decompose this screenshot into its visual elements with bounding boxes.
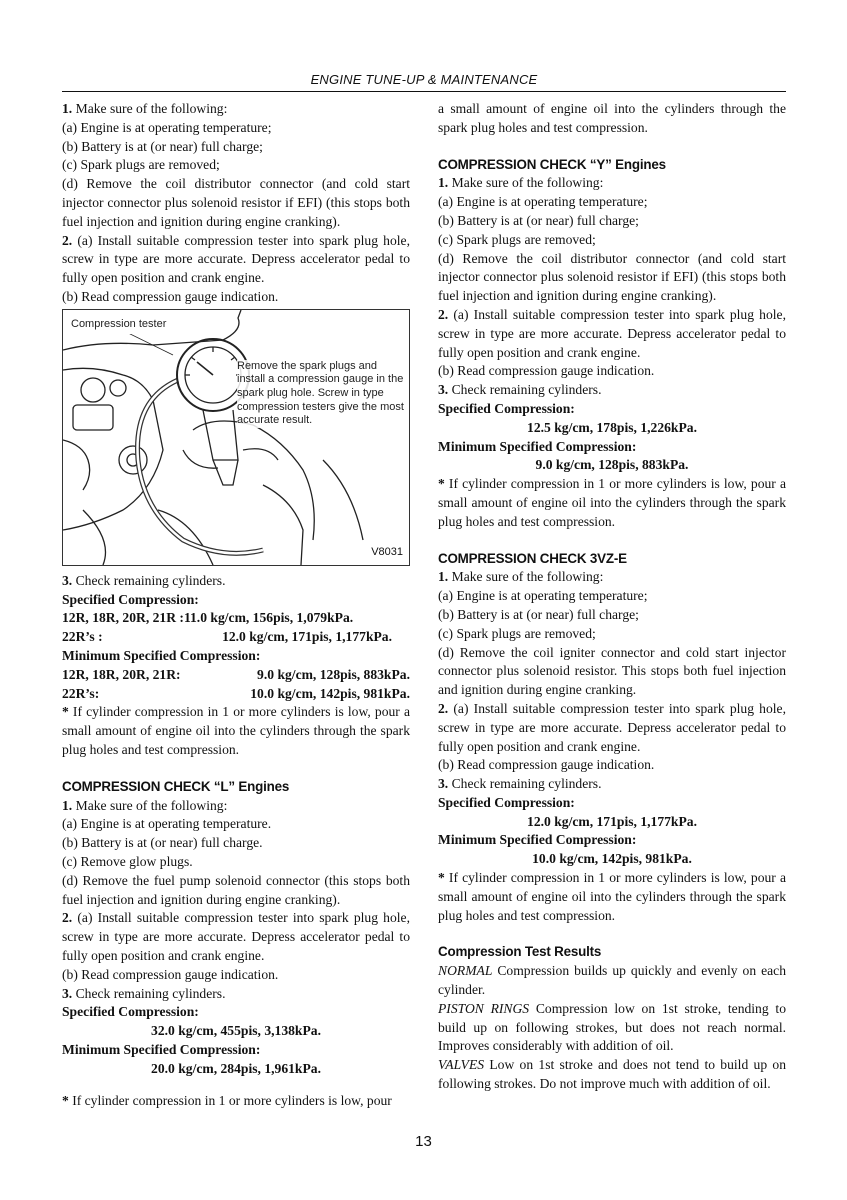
step-3: 3. Check remaining cylinders. [62,572,226,588]
result-piston-rings: PISTON RINGS Compression low on 1st stroke, tending to build up on following strokes, but does not reach normal. Improves considerably with addition of oil. [438,1000,786,1054]
min-spec-title: Minimum Specified Compression: [438,438,637,454]
result-normal: NORMAL Compression builds up quickly and evenly on each cylinder. [438,963,786,998]
oil-note: * If cylinder compression in 1 or more cylinders is low, pour [62,1093,392,1109]
step-3: 3. Check remaining cylinders. [438,382,602,398]
spec-value: 12.5 kg/cm, 178pis, 1,226kPa. [527,419,697,435]
min-spec-row: 12R, 18R, 20R, 21R: 9.0 kg/cm, 128pis, 883kPa. [62,666,410,682]
list-item: (c) Spark plugs are removed; [438,625,596,641]
step-1: 1. Make sure of the following: [438,175,604,191]
page-header: ENGINE TUNE-UP & MAINTENANCE [310,72,538,87]
list-item: (b) Battery is at (or near) full charge; [62,138,263,154]
min-spec-value: 10.0 kg/cm, 142pis, 981kPa. [532,851,692,867]
spec-title: Specified Compression: [438,400,575,416]
left-column [62,100,410,1111]
min-spec-value: 20.0 kg/cm, 284pis, 1,961kPa. [151,1060,321,1076]
list-item: (b) Battery is at (or near) full charge; [438,606,639,622]
results-heading: Compression Test Results [438,944,602,960]
y-engines-heading: COMPRESSION CHECK “Y” Engines [438,156,666,172]
compression-tester-illustration [63,310,409,565]
oil-note: * If cylinder compression in 1 or more cylinders is low, pour a small amount of engine oil into the cylinders through the spark plug holes and test compression. [438,476,786,529]
spec-value: 12.0 kg/cm, 171pis, 1,177kPa. [527,813,697,829]
min-spec-row: 22R’s: 10.0 kg/cm, 142pis, 981kPa. [62,685,410,701]
spec-value: 32.0 kg/cm, 455pis, 3,138kPa. [151,1023,321,1039]
oil-note: * If cylinder compression in 1 or more cylinders is low, pour a small amount of engine oil into the cylinders through the spark plug holes and test compression. [62,704,410,757]
list-item: (b) Battery is at (or near) full charge; [438,212,639,228]
list-item: (c) Remove glow plugs. [62,853,193,869]
step-2b: (b) Read compression gauge indication. [62,288,279,304]
step-1: 1. Make sure of the following: [62,797,228,813]
figure-label: Compression tester [71,315,166,334]
l-engines-heading: COMPRESSION CHECK “L” Engines [62,778,290,794]
step-2: 2. (a) Install suitable compression tester into spark plug hole, screw in type are more accurate. Depress accelerator pedal to fully open position and crank engine. [438,306,786,360]
right-column [438,100,786,1094]
figure-code: V8031 [371,545,403,558]
list-item: (d) Remove the coil igniter connector and cold start injector connector plus solenoid resistor. This stops both fuel injection and ignition during engine cranking. [438,644,786,698]
list-item: (b) Battery is at (or near) full charge. [62,835,263,851]
compression-tester-figure [62,309,410,566]
list-item: (c) Spark plugs are removed; [62,157,220,173]
page-number: 13 [415,1133,432,1150]
spec-row: 12R, 18R, 20R, 21R :11.0 kg/cm, 156pis, 1,079kPa. [62,610,354,626]
oil-note: * If cylinder compression in 1 or more cylinders is low, pour a small amount of engine oil into the cylinders through the spark plug holes and test compression. [438,870,786,923]
list-item: (d) Remove the coil distributor connector (and cold start injector connector plus solenoid resistor if EFI) (this stops both fuel injection and ignition during engine cranking). [62,176,410,229]
step-1: 1. Make sure of the following: [62,101,228,116]
step-2b: (b) Read compression gauge indication. [438,757,655,773]
spec-title: Specified Compression: [62,1004,199,1020]
header-rule [62,91,786,92]
figure-callout: Remove the spark plugs and install a compression gauge in the spark plug hole. Screw in type compression testers give the most accurate result. [237,360,407,428]
min-spec-title: Minimum Specified Compression: [62,1041,261,1057]
step-2b: (b) Read compression gauge indication. [62,966,279,982]
min-spec-title: Minimum Specified Compression: [62,647,261,663]
result-valves: VALVES Low on 1st stroke and does not tend to build up on following strokes. Do not improve much with addition of oil. [438,1057,786,1092]
step-3: 3. Check remaining cylinders. [438,776,602,792]
list-item: (d) Remove the coil distributor connector (and cold start injector connector plus solenoid resistor if EFI) (this stops both fuel injection and ignition during engine cranking). [438,250,786,304]
spec-title: Specified Compression: [62,591,199,607]
step-3: 3. Check remaining cylinders. [62,985,226,1001]
list-item: (a) Engine is at operating temperature; [438,194,648,210]
list-item: (a) Engine is at operating temperature; [62,119,272,135]
step-2: 2. (a) Install suitable compression tester into spark plug hole, screw in type are more accurate. Depress accelerator pedal to fully open position and crank engine. [62,232,410,286]
step-2b: (b) Read compression gauge indication. [438,363,655,379]
step-1: 1. Make sure of the following: [438,569,604,585]
list-item: (d) Remove the fuel pump solenoid connector (this stops both fuel injection and ignition during engine cranking). [62,872,410,907]
min-spec-title: Minimum Specified Compression: [438,832,637,848]
list-item: (c) Spark plugs are removed; [438,231,596,247]
list-item: (a) Engine is at operating temperature; [438,588,648,604]
step-2: 2. (a) Install suitable compression tester into spark plug hole, screw in type are more accurate. Depress accelerator pedal to fully open position and crank engine. [438,700,786,754]
spec-row: 22R’s : 12.0 kg/cm, 171pis, 1,177kPa. [62,629,392,645]
list-item: (a) Engine is at operating temperature. [62,816,272,832]
3vz-e-heading: COMPRESSION CHECK 3VZ-E [438,550,627,566]
spec-title: Specified Compression: [438,794,575,810]
min-spec-value: 9.0 kg/cm, 128pis, 883kPa. [535,457,689,473]
step-2: 2. (a) Install suitable compression tester into spark plug hole, screw in type are more accurate. Depress accelerator pedal to fully open position and crank engine. [62,910,410,963]
continued-note: a small amount of engine oil into the cylinders through the spark plug holes and test compression. [438,101,786,135]
